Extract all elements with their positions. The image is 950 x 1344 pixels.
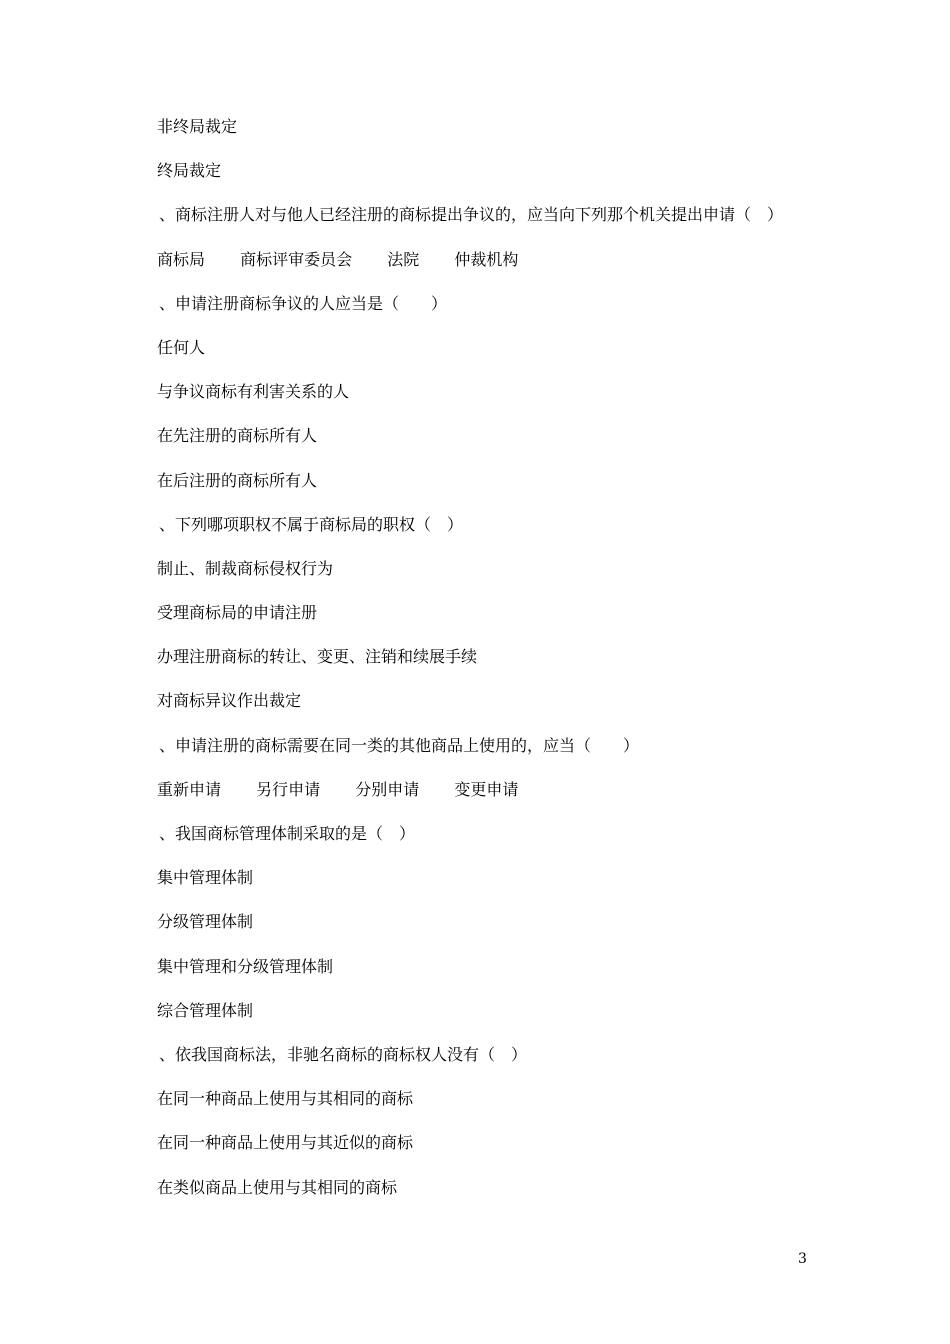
option-text: 重新申请 [157,779,222,799]
option-text: 法院 [387,249,420,269]
option-text: 另行申请 [256,779,321,799]
option-text: 变更申请 [454,779,519,799]
page-number: 3 [798,1251,807,1267]
option-text: 商标评审委员会 [240,249,353,269]
option-line: 与争议商标有利害关系的人 [157,382,350,402]
question-line: 、依我国商标法，非驰名商标的商标权人没有（ ） [159,1044,528,1064]
option-line: 在同一种商品上使用与其相同的商标 [157,1089,414,1109]
option-line: 受理商标局的申请注册 [157,603,318,623]
option-line: 在先注册的商标所有人 [157,426,318,446]
option-text: 仲裁机构 [454,249,519,269]
option-line: 在后注册的商标所有人 [157,470,318,490]
option-line: 非终局裁定 [157,117,238,136]
question-line: 、申请注册的商标需要在同一类的其他商品上使用的，应当（ ） [159,735,640,755]
option-line: 终局裁定 [157,161,222,181]
option-line: 办理注册商标的转让、变更、注销和续展手续 [157,647,478,667]
option-line: 集中管理体制 [157,868,254,888]
question-line: 、商标注册人对与他人已经注册的商标提出争议的，应当向下列那个机关提出申请（ ） [159,205,784,225]
option-line: 分级管理体制 [157,912,254,932]
option-line: 综合管理体制 [157,1000,254,1020]
option-text: 分别申请 [355,779,420,799]
option-text: 商标局 [157,249,206,269]
inline-options [157,777,857,821]
option-line: 任何人 [157,337,206,357]
option-line: 集中管理和分级管理体制 [157,956,334,976]
document-body [157,114,857,1219]
option-line: 制止、制裁商标侵权行为 [157,558,334,578]
option-line: 对商标异议作出裁定 [157,691,302,711]
question-line: 、我国商标管理体制采取的是（ ） [159,824,416,843]
question-line: 、申请注册商标争议的人应当是（ ） [159,293,448,313]
inline-options [157,247,857,291]
option-line: 在同一种商品上使用与其近似的商标 [157,1133,414,1153]
question-line: 、下列哪项职权不属于商标局的职权（ ） [159,514,464,534]
option-line: 在类似商品上使用与其相同的商标 [157,1177,398,1197]
